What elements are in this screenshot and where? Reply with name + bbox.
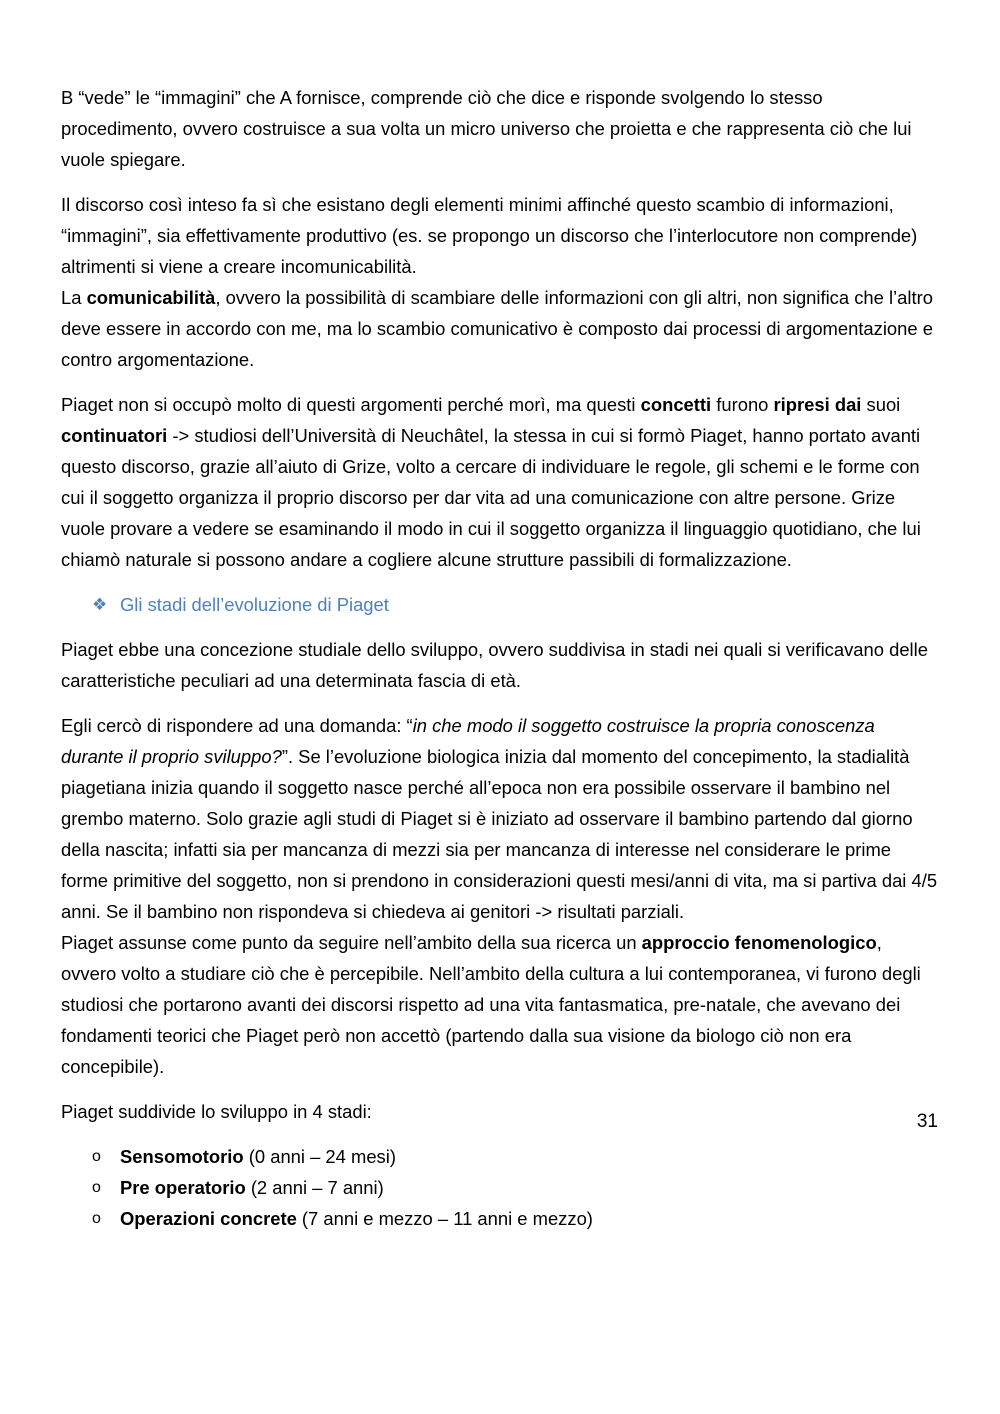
paragraph-3-text-a: La xyxy=(61,287,87,308)
term-comunicabilita: comunicabilità xyxy=(86,287,216,308)
paragraph-4-text-a: Piaget non si occupò molto di questi argomenti perché morì, ma questi xyxy=(61,394,641,415)
paragraph-7 xyxy=(61,927,941,1082)
paragraph-4 xyxy=(61,389,941,575)
list-item xyxy=(92,1203,941,1234)
circle-bullet-icon: o xyxy=(92,1179,101,1196)
list-item xyxy=(92,1141,941,1172)
paragraph-8: Piaget suddivide lo sviluppo in 4 stadi: xyxy=(61,1101,372,1122)
section-heading xyxy=(92,589,941,620)
stage-name: Pre operatorio xyxy=(120,1177,246,1198)
paragraph-1: B “vede” le “immagini” che A fornisce, comprende ciò che dice e risponde svolgendo lo stesso procedimento, ovvero costruisce a sua volta un micro universo che proietta e che rappresenta ciò che lui vuole spiegare. xyxy=(61,87,912,170)
term-concetti: concetti xyxy=(640,394,712,415)
section-heading-text: Gli stadi dell’evoluzione di Piaget xyxy=(120,594,389,615)
stage-name: Sensomotorio xyxy=(120,1146,244,1167)
paragraph-7-text-a: Piaget assunse come punto da seguire nell’ambito della sua ricerca un xyxy=(61,932,642,953)
paragraph-4-text-d: -> studiosi dell’Università di Neuchâtel, la stessa in cui si formò Piaget, hanno portato avanti questo discorso, grazie all’aiuto di Grize, volto a cercare di individuare le regole, gli schemi e le forme con cui il soggetto organizza il proprio discorso per dar vita ad una comunicazione con altre persone. Grize vuole provare a vedere se esaminando il modo in cui il soggetto organizza il linguaggio quotidiano, che lui chiamò naturale si possono andare a cogliere alcune strutture passibili di formalizzazione. xyxy=(61,425,921,570)
stage-text xyxy=(120,1172,384,1203)
page-number: 31 xyxy=(916,1111,938,1132)
paragraph-5: Piaget ebbe una concezione studiale dello sviluppo, ovvero suddivisa in stadi nei quali si verificavano delle caratteristiche peculiari ad una determinata fascia di età. xyxy=(61,639,928,691)
circle-bullet-icon: o xyxy=(92,1148,101,1165)
stage-text xyxy=(120,1141,396,1172)
paragraph-2: Il discorso così inteso fa sì che esistano degli elementi minimi affinché questo scambio di informazioni, “immagini”, sia effettivamente produttivo (es. se propongo un discorso che l’interlocutore non comprende) altrimenti si viene a creare incomunicabilità. xyxy=(61,194,918,277)
stage-range: (0 anni – 24 mesi) xyxy=(243,1146,396,1167)
paragraph-4-text-c: suoi xyxy=(861,394,901,415)
list-item xyxy=(92,1172,941,1203)
paragraph-3 xyxy=(61,282,941,375)
paragraph-4-text-b: furono xyxy=(711,394,774,415)
paragraph-7-text-b: , ovvero volto a studiare ciò che è percepibile. Nell’ambito della cultura a lui contemporanea, vi furono degli studiosi che portarono avanti dei discorsi rispetto ad una vita fantasmatica, pre-natale, che avevano dei fondamenti teorici che Piaget però non accettò (partendo dalla sua visione da biologo ciò non era concepibile). xyxy=(61,932,921,1077)
circle-bullet-icon: o xyxy=(92,1210,101,1227)
diamond-bullet-icon: ❖ xyxy=(92,595,108,614)
research-question: in che modo il soggetto costruisce la propria conoscenza durante il proprio sviluppo? xyxy=(61,715,875,767)
term-approccio-fenomenologico: approccio fenomenologico xyxy=(641,932,877,953)
term-continuatori: continuatori xyxy=(61,425,168,446)
stage-range: (2 anni – 7 anni) xyxy=(245,1177,384,1198)
stages-list xyxy=(61,1141,941,1234)
stage-name: Operazioni concrete xyxy=(120,1208,297,1229)
paragraph-3-text-b: , ovvero la possibilità di scambiare delle informazioni con gli altri, non significa che l’altro deve essere in accordo con me, ma lo scambio comunicativo è composto dai processi di argomentazione e contro argomentazione. xyxy=(61,287,933,370)
paragraph-6-text-b: ”. Se l’evoluzione biologica inizia dal momento del concepimento, la stadialità piagetiana inizia quando il soggetto nasce perché all’epoca non era possibile osservare il bambino nel grembo materno. Solo grazie agli studi di Piaget si è iniziato ad osservare il bambino partendo dal giorno della nascita; infatti sia per mancanza di mezzi sia per mancanza di interesse nel considerare le prime forme primitive del soggetto, non si prendono in considerazioni questi mesi/anni di vita, ma si partiva dai 4/5 anni. Se il bambino non rispondeva si chiedeva ai genitori -> risultati parziali. xyxy=(61,746,938,922)
paragraph-6-text-a: Egli cercò di rispondere ad una domanda: “ xyxy=(61,715,413,736)
stage-range: (7 anni e mezzo – 11 anni e mezzo) xyxy=(296,1208,593,1229)
stage-text xyxy=(120,1203,593,1234)
term-ripresi-dai: ripresi dai xyxy=(773,394,862,415)
page-body xyxy=(61,82,941,1234)
paragraph-6 xyxy=(61,710,941,927)
